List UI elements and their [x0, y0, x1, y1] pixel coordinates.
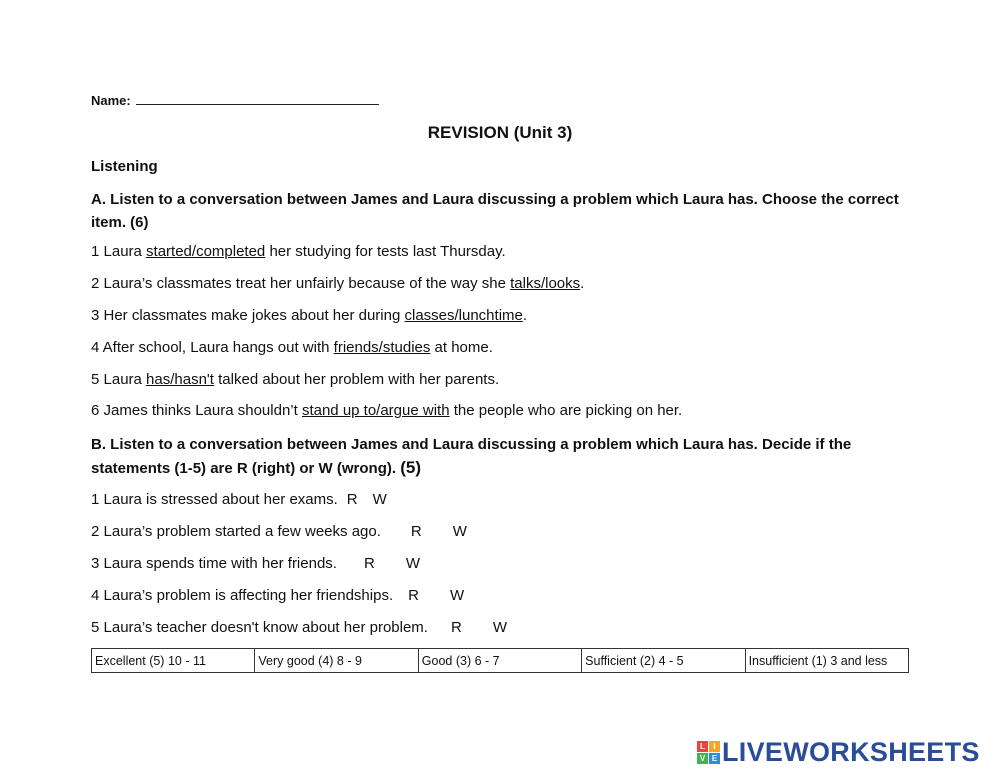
part-a-item	[91, 275, 584, 292]
right-option[interactable]: R	[363, 555, 375, 572]
logo-letter: L	[697, 741, 708, 752]
item-text: .	[522, 307, 528, 324]
part-b-points: (5)	[400, 458, 421, 477]
grade-cell: Good (3) 6 - 7	[418, 649, 581, 673]
logo-letter: I	[709, 741, 720, 752]
item-text: talked about her problem with her parents.	[213, 371, 500, 388]
item-text: 5 Laura	[91, 371, 147, 388]
item-text: 2 Laura’s classmates treat her unfairly because of the way she	[91, 275, 511, 292]
page-title: REVISION (Unit 3)	[427, 123, 573, 142]
right-option[interactable]: R	[346, 491, 358, 508]
choice-option[interactable]: stand up to/argue with	[301, 402, 450, 419]
wrong-option[interactable]: W	[452, 523, 467, 540]
wrong-option[interactable]: W	[449, 587, 465, 604]
part-a-item	[91, 339, 493, 356]
item-text: 4 After school, Laura hangs out with	[91, 339, 334, 356]
wrong-option[interactable]: W	[372, 491, 387, 508]
grading-table	[91, 648, 909, 673]
statement-text: 2 Laura’s problem started a few weeks ago.	[91, 523, 381, 540]
part-a-item	[91, 402, 682, 419]
choice-option[interactable]: friends/studies	[333, 339, 431, 356]
logo-letter: E	[709, 753, 720, 764]
liveworksheets-logo	[697, 737, 980, 767]
item-text: the people who are picking on her.	[449, 402, 683, 419]
logo-icon	[697, 741, 720, 764]
grade-cell: Very good (4) 8 - 9	[255, 649, 418, 673]
table-row	[92, 649, 909, 673]
right-option[interactable]: R	[408, 587, 419, 604]
choice-option[interactable]: talks/looks	[510, 275, 581, 292]
logo-letter: V	[697, 753, 708, 764]
item-text: 3 Her classmates make jokes about her during	[91, 307, 405, 324]
part-b-item	[91, 587, 464, 604]
grade-cell: Insufficient (1) 3 and less	[745, 649, 908, 673]
part-b-item	[91, 619, 507, 636]
grade-cell: Sufficient (2) 4 - 5	[582, 649, 745, 673]
right-option[interactable]: R	[410, 523, 422, 540]
wrong-option[interactable]: W	[492, 619, 507, 636]
item-text: 1 Laura	[91, 243, 147, 260]
name-field	[91, 92, 379, 108]
logo-text: LIVEWORKSHEETS	[722, 736, 980, 767]
item-text: .	[580, 275, 585, 292]
statement-text: 4 Laura’s problem is affecting her friendships.	[91, 587, 394, 604]
part-b-heading	[91, 433, 911, 480]
choice-option[interactable]: has/hasn't	[146, 371, 214, 388]
part-a-item	[91, 307, 527, 324]
part-b-heading-text: B. Listen to a conversation between James and Laura discussing a problem which Laura has. Decide if the statements (1-5) are R (right) or W (wrong).	[91, 436, 852, 477]
item-text: 6 James thinks Laura shouldn’t	[91, 402, 302, 419]
part-b-item	[91, 523, 467, 540]
statement-text: 3 Laura spends time with her friends.	[91, 555, 337, 572]
choice-option[interactable]: started/completed	[146, 243, 266, 260]
right-option[interactable]: R	[450, 619, 462, 636]
grade-cell: Excellent (5) 10 - 11	[92, 649, 255, 673]
statement-text: 5 Laura’s teacher doesn't know about her problem.	[91, 619, 428, 636]
part-a-item	[91, 371, 499, 388]
part-b-item	[91, 491, 387, 508]
item-text: at home.	[430, 339, 493, 356]
wrong-option[interactable]: W	[405, 555, 420, 572]
part-a-heading: A. Listen to a conversation between James and Laura discussing a problem which Laura has. Choose the correct item. (6)	[91, 191, 899, 231]
part-a-item	[91, 243, 506, 260]
item-text: her studying for tests last Thursday.	[265, 243, 506, 260]
section-heading: Listening	[91, 158, 158, 175]
statement-text: 1 Laura is stressed about her exams.	[91, 491, 338, 508]
name-label: Name:	[91, 93, 131, 108]
choice-option[interactable]: classes/lunchtime	[404, 307, 523, 324]
part-b-item	[91, 555, 420, 572]
name-blank-line[interactable]	[136, 92, 379, 105]
